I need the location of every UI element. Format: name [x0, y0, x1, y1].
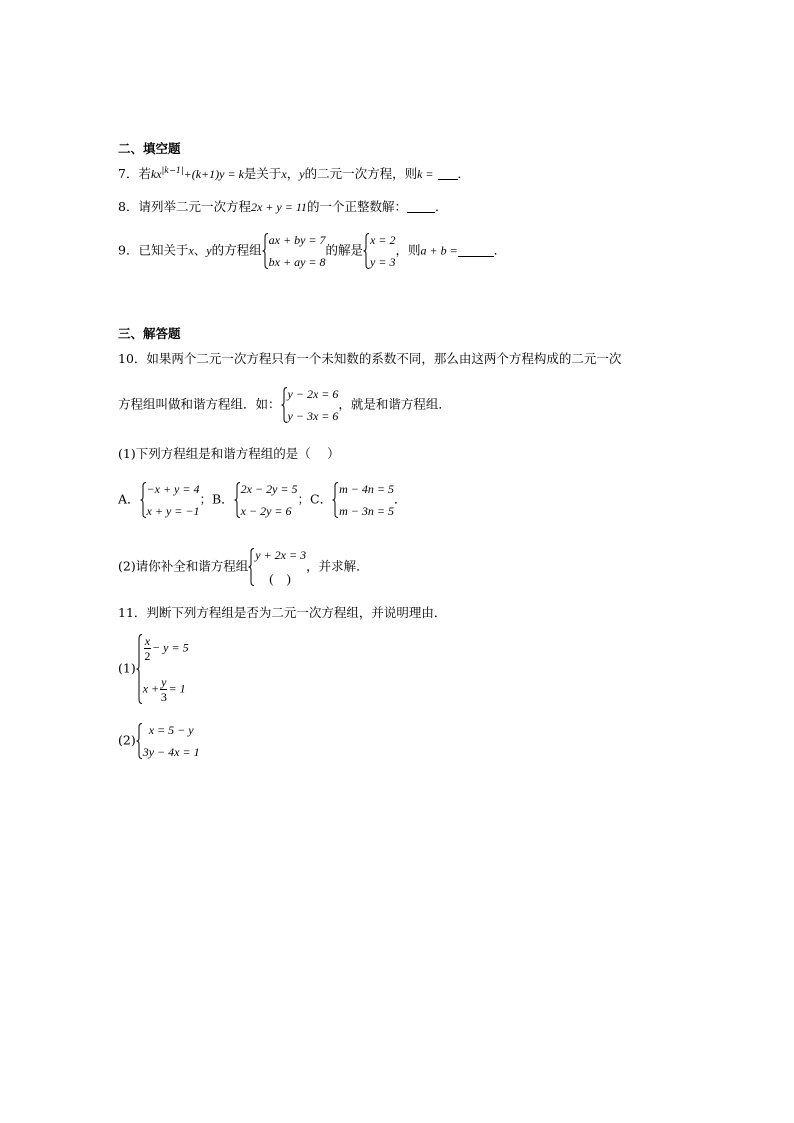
q7-number: 7．若 — [118, 166, 151, 181]
q10-part-1: (1)下列方程组是和谐方程组的是（ ） — [118, 446, 340, 461]
q8-equation: 2x + y = 11 — [250, 200, 307, 214]
q9-var-y: y — [206, 243, 212, 258]
q10-part-2-text-a: (2)请你补全和谐方程组 — [118, 558, 249, 574]
q9-system-2 — [363, 233, 395, 269]
q7-text-2: 的二元一次方程，则 — [304, 166, 418, 181]
q11-part-2-label: (2) — [118, 732, 136, 748]
fraction-numerator: y — [161, 675, 167, 689]
q10-example-system — [281, 387, 339, 423]
q11-part-1-row-2-rest: = 1 — [168, 681, 186, 696]
q9-a-plus-b: a + b = — [420, 243, 458, 258]
q11-part-2-row-2: 3y − 4x = 1 — [142, 745, 200, 759]
q9-text-4: ，则 — [395, 242, 421, 258]
section-2-heading: 二、填空题 — [118, 141, 181, 156]
q9-var-x: x — [188, 243, 194, 258]
left-brace-icon — [332, 482, 339, 518]
q7-k-equals: k = — [417, 167, 434, 181]
fraction-denominator: 2 — [144, 649, 151, 663]
q11-part-2 — [118, 723, 200, 759]
q10-option-c-system[interactable] — [332, 482, 394, 518]
q7-var-x: x — [281, 167, 287, 181]
q11-part-2-system — [136, 723, 200, 759]
q9-system-2-row-1: x = 2 — [370, 233, 396, 247]
q10-option-a-row-2: x + y = −1 — [146, 504, 200, 518]
q11-part-1-row-2 — [143, 676, 189, 703]
q10-text-2b: ，就是和谐方程组． — [338, 396, 451, 412]
q9-text-1: 9．已知关于 — [118, 242, 189, 258]
q11-part-1-system — [136, 634, 189, 704]
section-3-heading: 三、解答题 — [118, 326, 181, 341]
q11-part-2-row-1: x = 5 − y — [148, 723, 194, 737]
question-7 — [118, 167, 470, 181]
q8-text-2: 的一个正整数解： — [306, 199, 407, 214]
q10-option-c-row-2: m − 3n = 5 — [339, 504, 394, 518]
left-brace-icon — [262, 233, 269, 269]
q7-var-y: y — [299, 167, 305, 181]
q10-text-2a: 方程组叫做和谐方程组．如： — [118, 396, 281, 412]
q9-answer-blank[interactable] — [458, 245, 494, 257]
q9-system-1-row-1: ax + by = 7 — [268, 233, 326, 247]
q10-part-2 — [118, 548, 369, 586]
q10-option-a-label: A． — [118, 491, 140, 507]
q11-part-1 — [118, 634, 189, 704]
q8-answer-blank[interactable] — [407, 201, 435, 213]
q8-end: ． — [434, 199, 448, 214]
q10-option-c-end: ． — [393, 491, 407, 507]
left-brace-icon — [248, 548, 255, 586]
q7-end: ． — [457, 166, 471, 181]
q9-system-1-row-2: bx + ay = 8 — [268, 255, 326, 269]
q7-text-1: 是关于 — [243, 166, 282, 181]
left-brace-icon — [140, 482, 147, 518]
q7-sep: ， — [286, 166, 300, 181]
q10-example-row-1: y − 2x = 6 — [287, 387, 339, 401]
q7-expr-a: kx — [150, 167, 162, 181]
question-9 — [118, 233, 506, 269]
q7-answer-blank[interactable] — [438, 168, 458, 180]
q10-options — [118, 482, 407, 518]
question-8 — [118, 201, 447, 214]
q10-option-b-row-1: 2x − 2y = 5 — [240, 482, 298, 496]
q10-option-a-system[interactable] — [140, 482, 200, 518]
q9-dot: 、 — [193, 242, 207, 258]
left-brace-icon — [363, 233, 370, 269]
q9-system-2-row-2: y = 3 — [370, 255, 396, 269]
left-brace-icon — [234, 482, 241, 518]
q10-option-a-row-1: −x + y = 4 — [146, 482, 200, 496]
q10-semicolon-b: ；B． — [199, 491, 234, 507]
q8-text-1: 8．请列举二元一次方程 — [118, 199, 251, 214]
q10-part-2-text-b: ，并求解． — [306, 558, 369, 574]
question-10-line-1: 10．如果两个二元一次方程只有一个未知数的系数不同，那么由这两个方程构成的二元一次 — [118, 351, 622, 366]
left-brace-icon — [281, 387, 288, 423]
q11-part-1-row-2-start: x + — [142, 681, 160, 696]
q9-text-2: 的方程组 — [211, 242, 262, 258]
q10-part-2-blank-row[interactable]: ( ) — [269, 571, 291, 586]
q10-semicolon-c: ；C． — [297, 491, 333, 507]
q7-exponent: |k−1| — [161, 166, 184, 175]
left-brace-icon — [136, 723, 143, 759]
q10-option-b-row-2: x − 2y = 6 — [240, 504, 292, 518]
q11-part-1-row-1 — [143, 635, 189, 662]
fraction-denominator: 3 — [160, 690, 167, 704]
q9-end: ． — [493, 242, 507, 258]
q9-system-1 — [262, 233, 326, 269]
q10-example-row-2: y − 3x = 6 — [287, 409, 339, 423]
q7-expr-b: +(k+1)y = k — [183, 167, 244, 181]
fraction-numerator: x — [144, 634, 151, 648]
question-11-line-1: 11．判断下列方程组是否为二元一次方程组，并说明理由． — [118, 605, 447, 620]
q11-part-1-row-1-rest: − y = 5 — [152, 640, 189, 655]
q10-option-c-row-1: m − 4n = 5 — [339, 482, 394, 496]
q11-part-1-label: (1) — [118, 660, 136, 676]
q10-part-2-row-1: y + 2x = 3 — [255, 548, 307, 562]
q10-part-2-system — [248, 548, 306, 586]
left-brace-icon — [136, 634, 143, 704]
question-10-line-2 — [118, 387, 451, 423]
q10-option-b-system[interactable] — [234, 482, 298, 518]
q9-text-3: 的解是 — [325, 242, 364, 258]
